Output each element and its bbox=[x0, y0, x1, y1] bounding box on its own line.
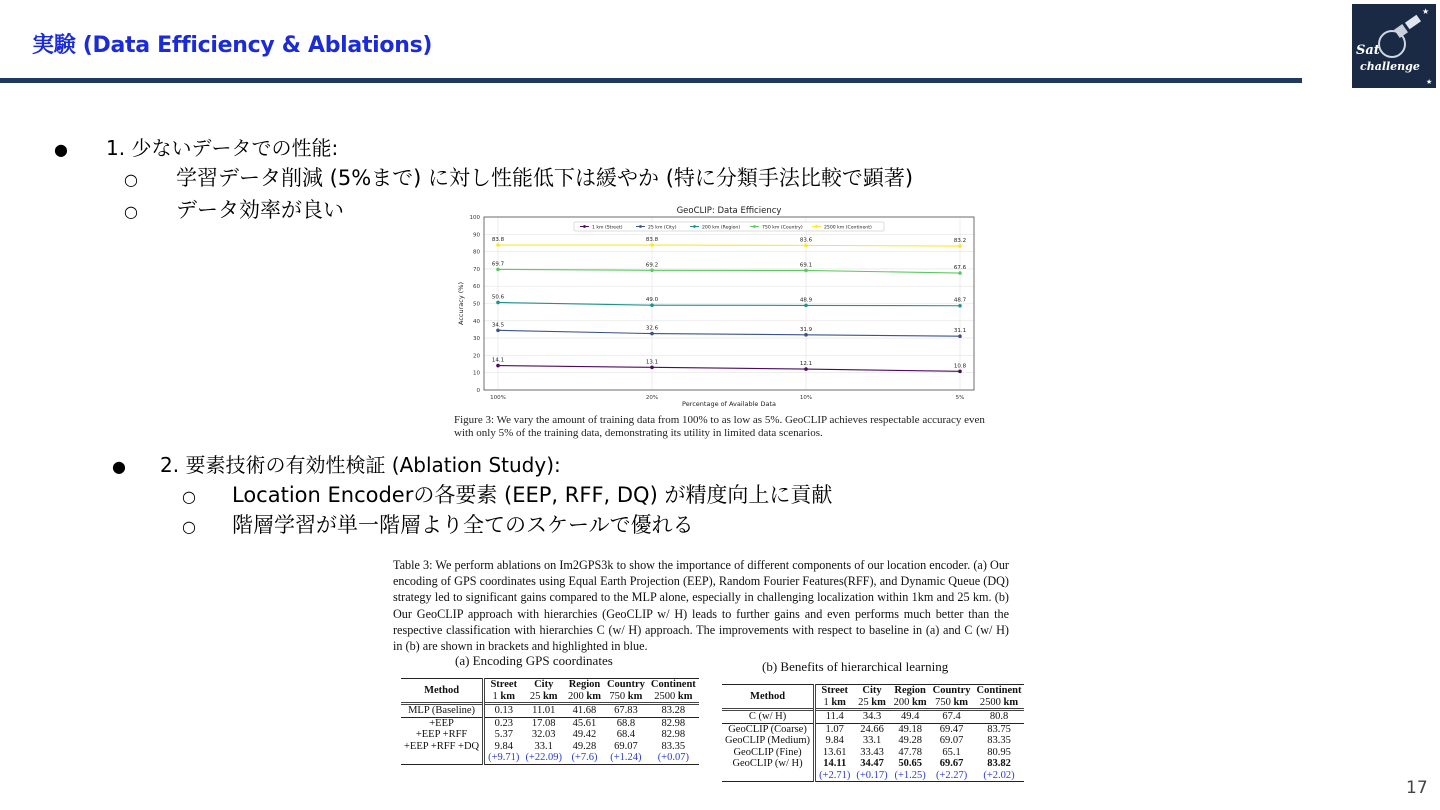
cell: 5.37 bbox=[494, 729, 513, 740]
unit: km bbox=[953, 696, 969, 708]
cell: 1.07 bbox=[815, 723, 854, 735]
row-method: GeoCLIP (w/ H) bbox=[722, 758, 815, 770]
unit: km bbox=[542, 690, 558, 702]
col-header: Country bbox=[604, 679, 648, 691]
y-tick-label: 80 bbox=[473, 249, 480, 256]
series-line bbox=[498, 269, 960, 273]
table-row bbox=[722, 735, 1024, 747]
col-unit bbox=[853, 697, 890, 710]
data-label: 69.7 bbox=[491, 261, 505, 268]
col-unit bbox=[930, 697, 974, 710]
data-label: 13.1 bbox=[645, 359, 659, 366]
cell: 65.1 bbox=[942, 746, 961, 758]
y-tick-label: 40 bbox=[473, 318, 480, 325]
cell: 69.07 bbox=[614, 740, 638, 752]
col-unit bbox=[815, 697, 854, 710]
cell: 9.84 bbox=[494, 740, 513, 752]
bullet-dot: ● bbox=[54, 140, 68, 159]
unit: km bbox=[677, 690, 693, 702]
cell: 45.61 bbox=[565, 717, 604, 729]
col-unit bbox=[648, 691, 699, 704]
unit: km bbox=[871, 696, 886, 708]
y-tick-label: 10 bbox=[473, 370, 480, 377]
bullet-1-text: 1. 少ないデータでの性能: bbox=[106, 136, 339, 160]
data-label: 48.7 bbox=[953, 297, 967, 304]
row-method: +EEP +RFF bbox=[401, 729, 484, 741]
y-axis-label: Accuracy (%) bbox=[457, 282, 465, 325]
data-label: 83.2 bbox=[953, 238, 967, 245]
series-line bbox=[498, 302, 960, 305]
data-label: 34.5 bbox=[491, 322, 505, 329]
bullet-1 bbox=[54, 132, 338, 161]
page-number: 17 bbox=[1406, 778, 1428, 798]
data-label: 48.9 bbox=[799, 297, 813, 304]
unit-num: 1 bbox=[823, 696, 829, 708]
legend-label: 25 km (City) bbox=[648, 225, 677, 231]
x-tick-label: 10% bbox=[799, 395, 813, 401]
data-label: 10.8 bbox=[953, 363, 967, 370]
chart-title: GeoCLIP: Data Efficiency bbox=[676, 206, 782, 216]
table-b bbox=[722, 684, 1024, 782]
cell: 68.4 bbox=[616, 729, 636, 740]
table-row bbox=[401, 704, 699, 718]
cell: 49.28 bbox=[898, 735, 922, 746]
method-header: Method bbox=[401, 679, 484, 704]
improvement-cell: (+22.09) bbox=[522, 752, 565, 764]
col-header: City bbox=[522, 679, 565, 691]
y-tick-label: 0 bbox=[476, 388, 480, 394]
cell: 41.68 bbox=[565, 704, 604, 718]
cell: 80.8 bbox=[974, 710, 1025, 724]
data-label: 69.1 bbox=[799, 262, 813, 269]
table-caption: Table 3: We perform ablations on Im2GPS3k to show the importance of different components of our location encoder. (a) Our encoding of GPS coordinates using Equal Earth Projection (EEP), Random Fourier Features(RFF), and Dynamic Queue (DQ) strategy led to significant gains compared to the MLP alone, especially in challenging localization within 1km and 25 km. (b) Our GeoCLIP approach with hierarchies (GeoCLIP w/ H) leads to further gains and even performs much better than the respective classification with hierarchies C (w/ H) approach. The improvements with respect to baseline in (a) and C (w/ H) in (b) are shown in brackets and highlighted in blue. bbox=[393, 558, 1009, 654]
unit: km bbox=[912, 696, 927, 708]
bullet-1-2-text: データ効率が良い bbox=[176, 198, 344, 222]
data-label: 12.1 bbox=[799, 361, 813, 368]
table-row bbox=[722, 710, 1024, 724]
data-label: 32.6 bbox=[645, 325, 659, 332]
cell: 32.03 bbox=[531, 729, 556, 740]
bullet-2 bbox=[112, 449, 561, 478]
svg-text:★: ★ bbox=[1426, 78, 1433, 86]
bullet-circle: ○ bbox=[182, 517, 196, 536]
data-point bbox=[804, 367, 808, 371]
cell: 83.28 bbox=[648, 704, 699, 718]
data-point bbox=[496, 268, 500, 272]
legend-label: 2500 km (Continent) bbox=[824, 225, 872, 231]
cell: 80.95 bbox=[987, 746, 1011, 758]
row-method: C (w/ H) bbox=[722, 710, 815, 724]
col-header: Street bbox=[484, 679, 523, 691]
unit: km bbox=[1003, 696, 1019, 708]
slide-title: 実験 (Data Efficiency & Ablations) bbox=[32, 33, 433, 58]
series-line bbox=[498, 366, 960, 372]
cell: 69.67 bbox=[939, 758, 964, 769]
series-line bbox=[498, 330, 960, 336]
svg-text:★: ★ bbox=[1422, 7, 1430, 16]
bullet-circle: ○ bbox=[182, 487, 196, 506]
legend-label: 1 km (Street) bbox=[592, 225, 623, 231]
cell: 14.11 bbox=[823, 758, 847, 769]
table-row-best bbox=[722, 758, 1024, 770]
cell: 69.47 bbox=[930, 723, 974, 735]
cell: 83.35 bbox=[987, 735, 1011, 746]
data-label: 49.0 bbox=[645, 297, 659, 304]
unit: km bbox=[831, 696, 846, 708]
data-efficiency-chart bbox=[450, 203, 985, 413]
table-row bbox=[401, 729, 699, 741]
unit-num: 2500 bbox=[654, 690, 676, 702]
cell: 34.47 bbox=[860, 758, 884, 769]
table-row bbox=[722, 723, 1024, 735]
y-tick-label: 50 bbox=[473, 301, 480, 308]
row-method: GeoCLIP (Medium) bbox=[722, 735, 815, 747]
data-label: 83.8 bbox=[645, 237, 659, 244]
logo-text-line2: challenge bbox=[1360, 60, 1420, 73]
data-label: 31.9 bbox=[799, 326, 813, 333]
cell: 49.4 bbox=[891, 710, 930, 724]
y-tick-label: 60 bbox=[473, 284, 480, 291]
y-tick-label: 100 bbox=[469, 215, 480, 221]
data-point bbox=[958, 304, 962, 308]
table-row-improvement bbox=[722, 770, 1024, 782]
x-axis-label: Percentage of Available Data bbox=[682, 400, 776, 408]
improvement-cell: (+1.24) bbox=[604, 752, 648, 764]
col-header: Street bbox=[815, 685, 854, 697]
data-point bbox=[958, 271, 962, 275]
col-header: Region bbox=[565, 679, 604, 691]
x-tick-label: 5% bbox=[955, 395, 965, 401]
data-point bbox=[650, 303, 654, 307]
row-method: MLP (Baseline) bbox=[401, 704, 484, 718]
legend-marker bbox=[639, 225, 642, 228]
col-header: Region bbox=[891, 685, 930, 697]
improvement-cell: (+2.02) bbox=[974, 770, 1025, 782]
unit-num: 200 bbox=[893, 696, 910, 708]
legend-marker bbox=[753, 225, 756, 228]
col-header: Country bbox=[930, 685, 974, 697]
cell: 17.08 bbox=[522, 717, 565, 729]
data-point bbox=[496, 243, 500, 247]
data-point bbox=[958, 370, 962, 374]
cell: 33.43 bbox=[860, 746, 884, 758]
improvement-cell: (+0.07) bbox=[648, 752, 699, 764]
table-row bbox=[722, 747, 1024, 759]
cell: 33.1 bbox=[534, 740, 553, 752]
data-point bbox=[496, 301, 500, 305]
bullet-2-text: 2. 要素技術の有効性検証 (Ablation Study): bbox=[160, 453, 561, 477]
col-header: Continent bbox=[974, 685, 1025, 697]
series-line bbox=[498, 245, 960, 246]
data-point bbox=[650, 243, 654, 247]
cell: 67.83 bbox=[604, 704, 648, 718]
legend-marker bbox=[693, 225, 696, 228]
bullet-circle: ○ bbox=[124, 170, 138, 189]
x-tick-label: 100% bbox=[490, 395, 506, 401]
y-tick-label: 30 bbox=[473, 336, 480, 343]
data-point bbox=[804, 304, 808, 308]
sat-challenge-logo bbox=[1352, 4, 1436, 88]
row-method: +EEP +RFF +DQ bbox=[401, 741, 484, 753]
cell: 0.13 bbox=[484, 704, 523, 718]
data-point bbox=[958, 244, 962, 248]
table-row-improvement bbox=[401, 752, 699, 764]
data-point bbox=[804, 244, 808, 248]
cell: 69.07 bbox=[939, 735, 964, 746]
unit-num: 750 bbox=[609, 690, 626, 702]
data-label: 31.1 bbox=[953, 328, 967, 335]
cell: 9.84 bbox=[825, 735, 844, 746]
bullet-2-1-text: Location Encoderの各要素 (EEP, RFF, DQ) が精度向上に貢献 bbox=[232, 483, 833, 507]
data-point bbox=[804, 333, 808, 337]
cell: 82.98 bbox=[661, 729, 686, 740]
unit-num: 750 bbox=[935, 696, 951, 708]
cell: 67.4 bbox=[930, 710, 974, 724]
bullet-dot: ● bbox=[112, 457, 126, 476]
bullet-1-1 bbox=[124, 162, 913, 192]
cell: 13.61 bbox=[822, 746, 847, 758]
row-method: +EEP bbox=[401, 717, 484, 729]
cell: 11.01 bbox=[522, 704, 565, 718]
improvement-cell: (+1.25) bbox=[891, 770, 930, 782]
data-label: 14.1 bbox=[491, 357, 505, 364]
cell: 83.82 bbox=[987, 758, 1011, 769]
title-divider bbox=[0, 78, 1302, 83]
data-point bbox=[650, 366, 654, 370]
cell: 33.1 bbox=[862, 735, 882, 746]
legend-label: 750 km (Country) bbox=[762, 225, 803, 231]
bullet-2-2-text: 階層学習が単一階層より全てのスケールで優れる bbox=[232, 513, 694, 537]
col-unit bbox=[891, 697, 930, 710]
data-point bbox=[958, 334, 962, 338]
cell: 49.28 bbox=[572, 740, 597, 752]
bullet-circle: ○ bbox=[124, 202, 138, 221]
unit: km bbox=[500, 690, 516, 702]
improvement-cell: (+2.27) bbox=[930, 770, 974, 782]
improvement-cell: (+2.71) bbox=[815, 770, 854, 782]
cell: 83.75 bbox=[974, 723, 1025, 735]
data-point bbox=[804, 269, 808, 273]
y-tick-label: 70 bbox=[473, 266, 480, 273]
col-unit bbox=[974, 697, 1025, 710]
col-unit bbox=[565, 691, 604, 704]
cell: 49.18 bbox=[891, 723, 930, 735]
bullet-2-1 bbox=[182, 479, 832, 509]
cell: 0.23 bbox=[484, 717, 523, 729]
cell: 11.4 bbox=[815, 710, 854, 724]
col-header: City bbox=[853, 685, 890, 697]
unit-num: 25 bbox=[529, 690, 541, 702]
cell: 34.3 bbox=[853, 710, 890, 724]
cell: 47.78 bbox=[898, 746, 922, 758]
unit-num: 25 bbox=[858, 696, 869, 708]
table-row bbox=[401, 741, 699, 753]
data-label: 50.6 bbox=[491, 294, 505, 301]
table-a bbox=[401, 678, 699, 765]
col-unit bbox=[484, 691, 523, 704]
figure-caption: Figure 3: We vary the amount of training data from 100% to as low as 5%. GeoCLIP achieves respectable accuracy even with only 5% of the training data, demonstrating its utility in limited data scenarios. bbox=[454, 414, 985, 439]
col-unit bbox=[522, 691, 565, 704]
x-tick-label: 20% bbox=[645, 395, 659, 401]
data-label: 67.6 bbox=[953, 265, 967, 272]
unit: km bbox=[627, 690, 643, 702]
cell: 82.98 bbox=[648, 717, 699, 729]
cell: 83.35 bbox=[661, 740, 686, 752]
data-point bbox=[496, 364, 500, 368]
y-tick-label: 20 bbox=[473, 353, 480, 360]
unit-num: 1 bbox=[492, 690, 498, 702]
row-method: GeoCLIP (Coarse) bbox=[722, 723, 815, 735]
data-label: 69.2 bbox=[645, 262, 659, 269]
data-point bbox=[650, 332, 654, 336]
bullet-1-2 bbox=[124, 194, 344, 224]
y-tick-label: 90 bbox=[473, 232, 480, 239]
data-point bbox=[650, 268, 654, 272]
bullet-2-2 bbox=[182, 509, 694, 539]
cell: 68.8 bbox=[604, 717, 648, 729]
data-label: 83.6 bbox=[799, 237, 813, 244]
improvement-cell: (+0.17) bbox=[853, 770, 890, 782]
legend-marker bbox=[815, 225, 818, 228]
cell: 50.65 bbox=[898, 758, 922, 769]
improvement-cell: (+9.71) bbox=[484, 752, 523, 764]
legend-marker bbox=[583, 225, 586, 228]
improvement-cell: (+7.6) bbox=[565, 752, 604, 764]
cell: 49.42 bbox=[572, 729, 597, 740]
method-header: Method bbox=[722, 685, 815, 710]
bullet-1-1-text: 学習データ削減 (5%まで) に対し性能低下は緩やか (特に分類手法比較で顕著) bbox=[176, 166, 914, 190]
data-label: 83.8 bbox=[491, 237, 505, 244]
table-row bbox=[401, 717, 699, 729]
unit-num: 200 bbox=[567, 690, 584, 702]
table-b-caption: (b) Benefits of hierarchical learning bbox=[762, 659, 949, 674]
col-unit bbox=[604, 691, 648, 704]
cell: 24.66 bbox=[853, 723, 890, 735]
unit: km bbox=[586, 690, 601, 702]
unit-num: 2500 bbox=[979, 696, 1001, 708]
legend-label: 200 km (Region) bbox=[702, 225, 741, 231]
table-a-caption: (a) Encoding GPS coordinates bbox=[455, 653, 613, 668]
col-header: Continent bbox=[648, 679, 699, 691]
data-point bbox=[496, 329, 500, 333]
row-method: GeoCLIP (Fine) bbox=[722, 747, 815, 759]
logo-text-line1: Sat bbox=[1356, 43, 1380, 58]
